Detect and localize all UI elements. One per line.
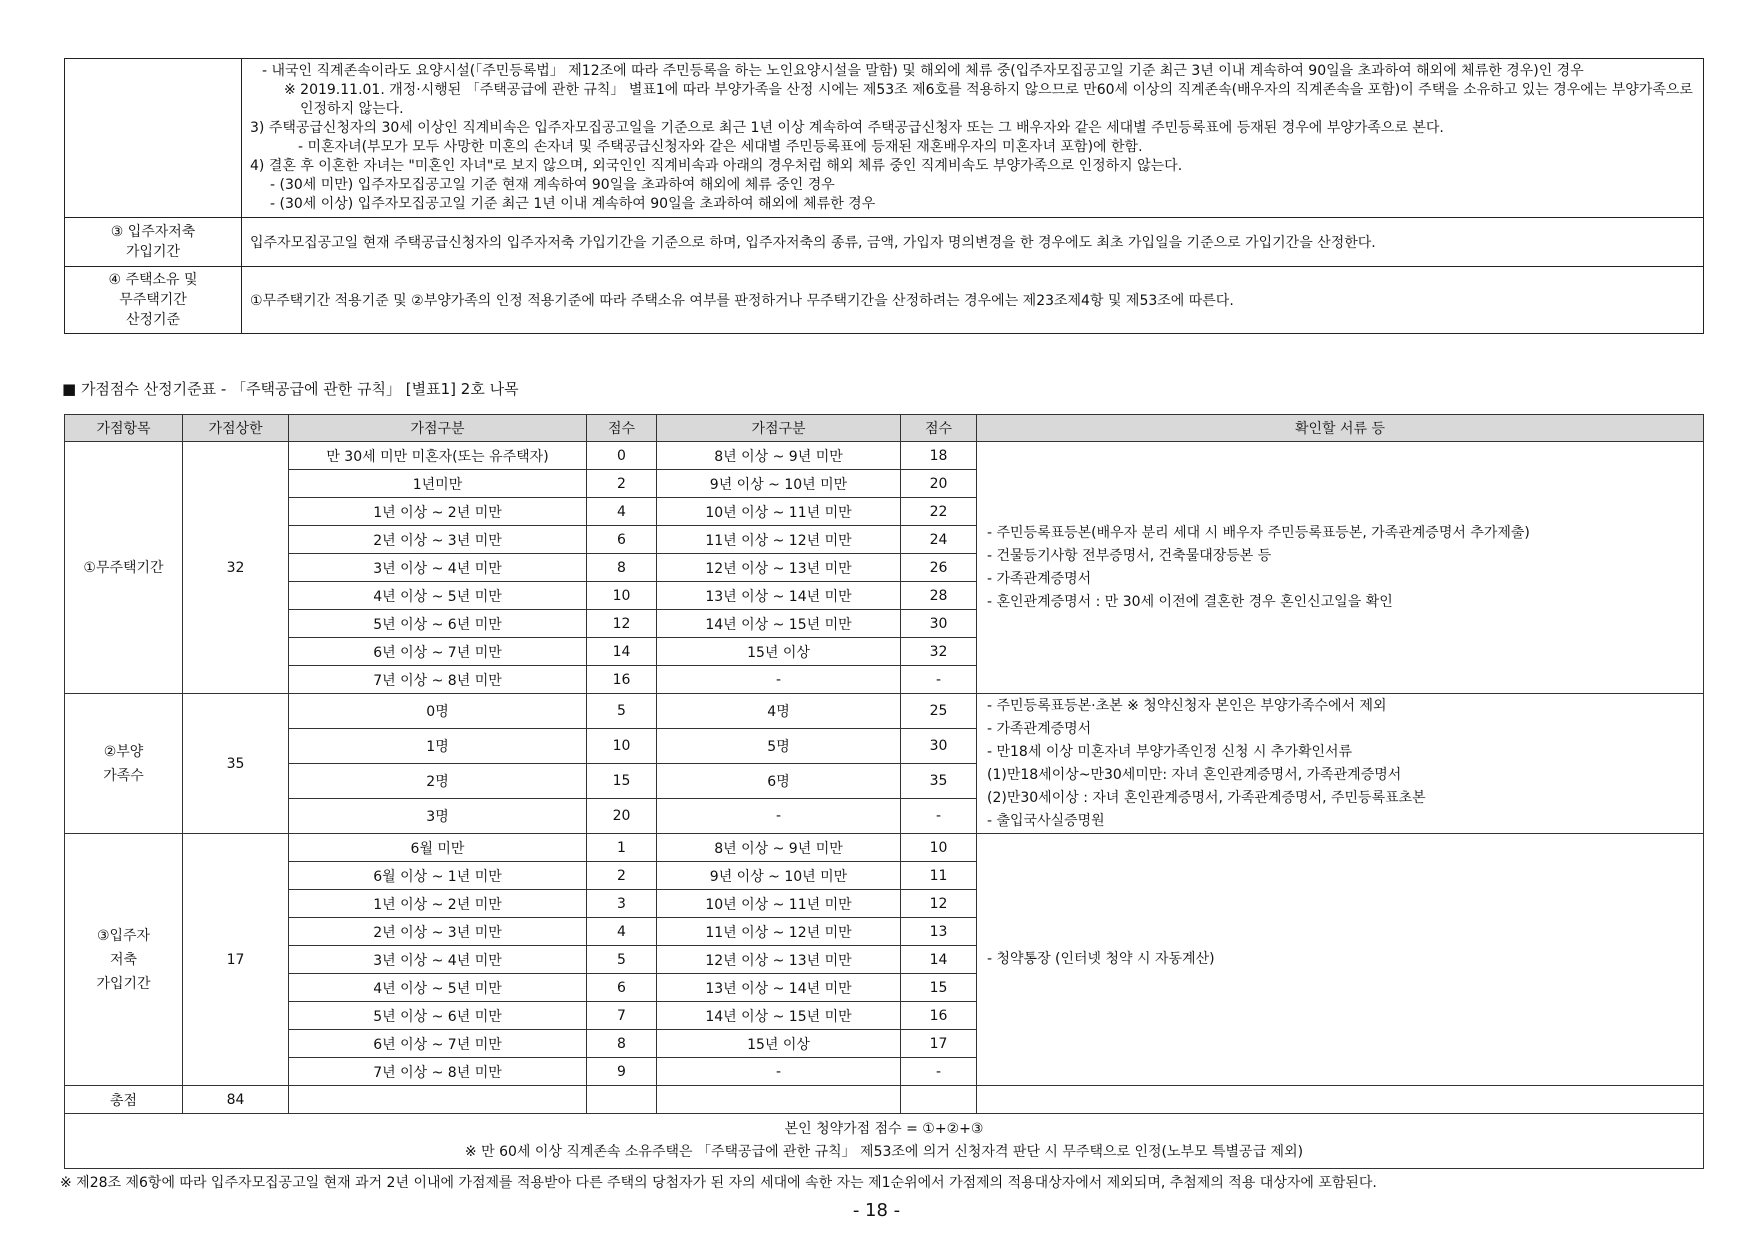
group-max-dependents: 35 — [183, 694, 289, 834]
score-cell: - — [901, 1058, 977, 1086]
header-max: 가점상한 — [183, 415, 289, 442]
score-cell: 7 — [587, 1002, 657, 1030]
range-cell: 3명 — [289, 799, 587, 834]
document-item: - 건물등기사항 전부증명서, 건축물대장등본 등 — [987, 547, 1272, 564]
range-cell: 4년 이상 ~ 5년 미만 — [289, 974, 587, 1002]
group-max-no-house: 32 — [183, 442, 289, 694]
dependents-line-2: ※ 2019.11.01. 개정·시행된 「주택공급에 관한 규칙」 별표1에 따라 부양가족을 산정 시에는 제53조 제6호를 적용하지 않으므로 만60세 이상의 직계존속(배우자의 직계존속을 포함)이 주택을 소유하고 있는 경우에는 부양가족으로 인정하지 않는다. — [284, 82, 1693, 117]
range-cell: 13년 이상 ~ 14년 미만 — [657, 582, 901, 610]
criteria-row-housing — [65, 267, 1704, 334]
score-cell: 1 — [587, 834, 657, 862]
group-name-savings — [65, 834, 183, 1086]
dependents-line-6: - (30세 미만) 입주자모집공고일 기준 현재 계속하여 90일을 초과하여 해외에 체류 중인 경우 — [270, 177, 835, 193]
score-cell: 14 — [587, 638, 657, 666]
criteria-label-savings — [65, 218, 242, 267]
score-cell: 10 — [587, 729, 657, 764]
score-cell: 28 — [901, 582, 977, 610]
savings-label-line-2: 가입기간 — [125, 244, 181, 260]
range-cell: 4명 — [657, 694, 901, 729]
group-name-line: ③입주자 — [96, 927, 151, 944]
range-cell: - — [657, 666, 901, 694]
score-cell: 24 — [901, 526, 977, 554]
range-cell: 11년 이상 ~ 12년 미만 — [657, 918, 901, 946]
range-cell: 6월 미만 — [289, 834, 587, 862]
total-empty-cell — [977, 1086, 1704, 1114]
group-name-line: 가족수 — [103, 767, 144, 784]
documents-savings: - 청약통장 (인터넷 청약 시 자동계산) — [977, 834, 1704, 1086]
range-cell: 3년 이상 ~ 4년 미만 — [289, 554, 587, 582]
housing-label-line-1: ④ 주택소유 및 — [108, 272, 198, 288]
score-cell: 8 — [587, 554, 657, 582]
score-cell: 16 — [587, 666, 657, 694]
table-row — [65, 442, 1704, 470]
score-cell: 26 — [901, 554, 977, 582]
score-cell: 12 — [901, 890, 977, 918]
total-empty-cell — [587, 1086, 657, 1114]
criteria-dependents-text — [242, 59, 1704, 218]
total-value: 84 — [183, 1086, 289, 1114]
total-empty-cell — [289, 1086, 587, 1114]
range-cell: 7년 이상 ~ 8년 미만 — [289, 1058, 587, 1086]
header-score-2: 점수 — [901, 415, 977, 442]
table-row — [65, 694, 1704, 729]
score-cell: 30 — [901, 610, 977, 638]
range-cell: - — [657, 799, 901, 834]
criteria-row-savings — [65, 218, 1704, 267]
criteria-table — [64, 58, 1704, 334]
range-cell: 6월 이상 ~ 1년 미만 — [289, 862, 587, 890]
dependents-line-1: - 내국인 직계존속이라도 요양시설(「주민등록법」 제12조에 따라 주민등록을 하는 노인요양시설을 말함) 및 해외에 체류 중(입주자모집공고일 기준 최근 3년 이내 계속하여 90일을 초과하여 해외에 체류한 경우)인 경우 — [262, 63, 1584, 79]
page-number: - 18 - — [852, 1200, 901, 1221]
range-cell: 6명 — [657, 764, 901, 799]
formula-row — [65, 1114, 1704, 1169]
score-cell: 13 — [901, 918, 977, 946]
score-cell: 3 — [587, 890, 657, 918]
score-cell: - — [901, 799, 977, 834]
score-cell: 15 — [901, 974, 977, 1002]
total-empty-cell — [901, 1086, 977, 1114]
header-item: 가점항목 — [65, 415, 183, 442]
documents-no-house — [977, 442, 1704, 694]
group-name-line: 가입기간 — [96, 975, 151, 992]
range-cell: 5년 이상 ~ 6년 미만 — [289, 1002, 587, 1030]
range-cell: 4년 이상 ~ 5년 미만 — [289, 582, 587, 610]
range-cell: 12년 이상 ~ 13년 미만 — [657, 554, 901, 582]
document-item: - 혼인관계증명서 : 만 30세 이전에 결혼한 경우 혼인신고일을 확인 — [987, 593, 1393, 610]
range-cell: 10년 이상 ~ 11년 미만 — [657, 890, 901, 918]
formula-cell — [65, 1114, 1704, 1169]
range-cell: 6년 이상 ~ 7년 미만 — [289, 638, 587, 666]
criteria-label-housing — [65, 267, 242, 334]
score-cell: 20 — [587, 799, 657, 834]
total-row — [65, 1086, 1704, 1114]
document-item: - 출입국사실증명원 — [987, 812, 1105, 829]
criteria-savings-text: 입주자모집공고일 현재 주택공급신청자의 입주자저축 가입기간을 기준으로 하며, 입주자저축의 종류, 금액, 가입자 명의변경을 한 경우에도 최초 가입일을 기준으로 가입기간을 산정한다. — [242, 218, 1704, 267]
range-cell: 15년 이상 — [657, 1030, 901, 1058]
document-item: - 주민등록표등본(배우자 분리 세대 시 배우자 주민등록표등본, 가족관계증명서 추가제출) — [987, 524, 1530, 541]
score-header-row — [65, 415, 1704, 442]
header-documents: 확인할 서류 등 — [977, 415, 1704, 442]
range-cell: 9년 이상 ~ 10년 미만 — [657, 470, 901, 498]
criteria-row-dependents — [65, 59, 1704, 218]
total-label: 총점 — [65, 1086, 183, 1114]
score-cell: 15 — [587, 764, 657, 799]
score-cell: 6 — [587, 526, 657, 554]
range-cell: 2명 — [289, 764, 587, 799]
range-cell: 14년 이상 ~ 15년 미만 — [657, 610, 901, 638]
range-cell: 8년 이상 ~ 9년 미만 — [657, 834, 901, 862]
range-cell: 12년 이상 ~ 13년 미만 — [657, 946, 901, 974]
score-cell: 16 — [901, 1002, 977, 1030]
housing-label-line-3: 산정기준 — [125, 312, 181, 328]
group-max-savings: 17 — [183, 834, 289, 1086]
range-cell: 1명 — [289, 729, 587, 764]
criteria-label-empty — [65, 59, 242, 218]
range-cell: 3년 이상 ~ 4년 미만 — [289, 946, 587, 974]
score-cell: 11 — [901, 862, 977, 890]
savings-label-line-1: ③ 입주자저축 — [110, 224, 196, 240]
group-name-no-house: ①무주택기간 — [65, 442, 183, 694]
score-cell: 4 — [587, 498, 657, 526]
range-cell: 0명 — [289, 694, 587, 729]
range-cell: 13년 이상 ~ 14년 미만 — [657, 974, 901, 1002]
score-cell: 35 — [901, 764, 977, 799]
score-cell: 32 — [901, 638, 977, 666]
score-cell: 2 — [587, 470, 657, 498]
range-cell: 11년 이상 ~ 12년 미만 — [657, 526, 901, 554]
document-item: (2)만30세이상 : 자녀 혼인관계증명서, 가족관계증명서, 주민등록표초본 — [987, 789, 1426, 806]
bottom-note: ※ 제28조 제6항에 따라 입주자모집공고일 현재 과거 2년 이내에 가점제를 적용받아 다른 주택의 당첨자가 된 자의 세대에 속한 자는 제1순위에서 가점제의 적용대상자에서 제외되며, 추첨제의 적용 대상자에 포함된다. — [60, 1175, 1377, 1191]
total-empty-cell — [657, 1086, 901, 1114]
range-cell: 15년 이상 — [657, 638, 901, 666]
score-cell: 18 — [901, 442, 977, 470]
score-table — [64, 414, 1704, 1169]
header-category-2: 가점구분 — [657, 415, 901, 442]
score-cell: 12 — [587, 610, 657, 638]
housing-label-line-2: 무주택기간 — [119, 292, 187, 308]
range-cell: 1년미만 — [289, 470, 587, 498]
score-cell: 10 — [901, 834, 977, 862]
range-cell: 7년 이상 ~ 8년 미만 — [289, 666, 587, 694]
header-score-1: 점수 — [587, 415, 657, 442]
range-cell: 9년 이상 ~ 10년 미만 — [657, 862, 901, 890]
score-cell: 5 — [587, 694, 657, 729]
document-item: - 주민등록표등본·초본 ※ 청약신청자 본인은 부양가족수에서 제외 — [987, 697, 1387, 714]
section-heading: ■ 가점점수 산정기준표 - 「주택공급에 관한 규칙」 [별표1] 2호 나목 — [62, 380, 519, 398]
score-cell: 9 — [587, 1058, 657, 1086]
group-name-dependents — [65, 694, 183, 834]
score-cell: 22 — [901, 498, 977, 526]
range-cell: 2년 이상 ~ 3년 미만 — [289, 526, 587, 554]
range-cell: - — [657, 1058, 901, 1086]
range-cell: 만 30세 미만 미혼자(또는 유주택자) — [289, 442, 587, 470]
score-cell: 5 — [587, 946, 657, 974]
score-cell: 14 — [901, 946, 977, 974]
score-cell: 17 — [901, 1030, 977, 1058]
range-cell: 6년 이상 ~ 7년 미만 — [289, 1030, 587, 1058]
range-cell: 1년 이상 ~ 2년 미만 — [289, 890, 587, 918]
document-item: - 만18세 이상 미혼자녀 부양가족인정 신청 시 추가확인서류 — [987, 743, 1353, 760]
document-item: - 가족관계증명서 — [987, 720, 1092, 737]
score-cell: 4 — [587, 918, 657, 946]
range-cell: 2년 이상 ~ 3년 미만 — [289, 918, 587, 946]
score-cell: 8 — [587, 1030, 657, 1058]
dependents-line-3: 3) 주택공급신청자의 30세 이상인 직계비속은 입주자모집공고일을 기준으로 최근 1년 이상 계속하여 주택공급신청자 또는 그 배우자와 같은 세대별 주민등록표에 등재된 경우에 부양가족으로 본다. — [250, 120, 1444, 136]
criteria-housing-text: ①무주택기간 적용기준 및 ②부양가족의 인정 적용기준에 따라 주택소유 여부를 판정하거나 무주택기간을 산정하려는 경우에는 제23조제4항 및 제53조에 따른다. — [242, 267, 1704, 334]
range-cell: 8년 이상 ~ 9년 미만 — [657, 442, 901, 470]
score-cell: 2 — [587, 862, 657, 890]
formula-note: ※ 만 60세 이상 직계존속 소유주택은 「주택공급에 관한 규칙」 제53조에 의거 신청자격 판단 시 무주택으로 인정(노부모 특별공급 제외) — [464, 1144, 1304, 1160]
dependents-line-7: - (30세 이상) 입주자모집공고일 기준 최근 1년 이내 계속하여 90일을 초과하여 해외에 체류한 경우 — [270, 196, 876, 212]
range-cell: 10년 이상 ~ 11년 미만 — [657, 498, 901, 526]
table-row — [65, 834, 1704, 862]
dependents-line-5: 4) 결혼 후 이혼한 자녀는 "미혼인 자녀"로 보지 않으며, 외국인인 직계비속과 아래의 경우처럼 해외 체류 중인 직계비속도 부양가족으로 인정하지 않는다. — [250, 158, 1183, 174]
score-cell: 0 — [587, 442, 657, 470]
range-cell: 5년 이상 ~ 6년 미만 — [289, 610, 587, 638]
header-category-1: 가점구분 — [289, 415, 587, 442]
dependents-line-4: - 미혼자녀(부모가 모두 사망한 미혼의 손자녀 및 주택공급신청자와 같은 세대별 주민등록표에 등재된 재혼배우자의 미혼자녀 포함)에 한함. — [298, 139, 1143, 155]
group-name-line: ②부양 — [103, 743, 144, 760]
score-cell: 30 — [901, 729, 977, 764]
score-cell: 6 — [587, 974, 657, 1002]
documents-dependents — [977, 694, 1704, 834]
document-item: (1)만18세이상~만30세미만: 자녀 혼인관계증명서, 가족관계증명서 — [987, 766, 1402, 783]
group-name-line: 저축 — [109, 951, 138, 968]
range-cell: 1년 이상 ~ 2년 미만 — [289, 498, 587, 526]
formula-text: 본인 청약가점 점수 = ①+②+③ — [784, 1121, 984, 1137]
score-cell: 20 — [901, 470, 977, 498]
score-cell: 25 — [901, 694, 977, 729]
document-item: - 가족관계증명서 — [987, 570, 1092, 587]
score-cell: 10 — [587, 582, 657, 610]
range-cell: 5명 — [657, 729, 901, 764]
range-cell: 14년 이상 ~ 15년 미만 — [657, 1002, 901, 1030]
score-cell: - — [901, 666, 977, 694]
